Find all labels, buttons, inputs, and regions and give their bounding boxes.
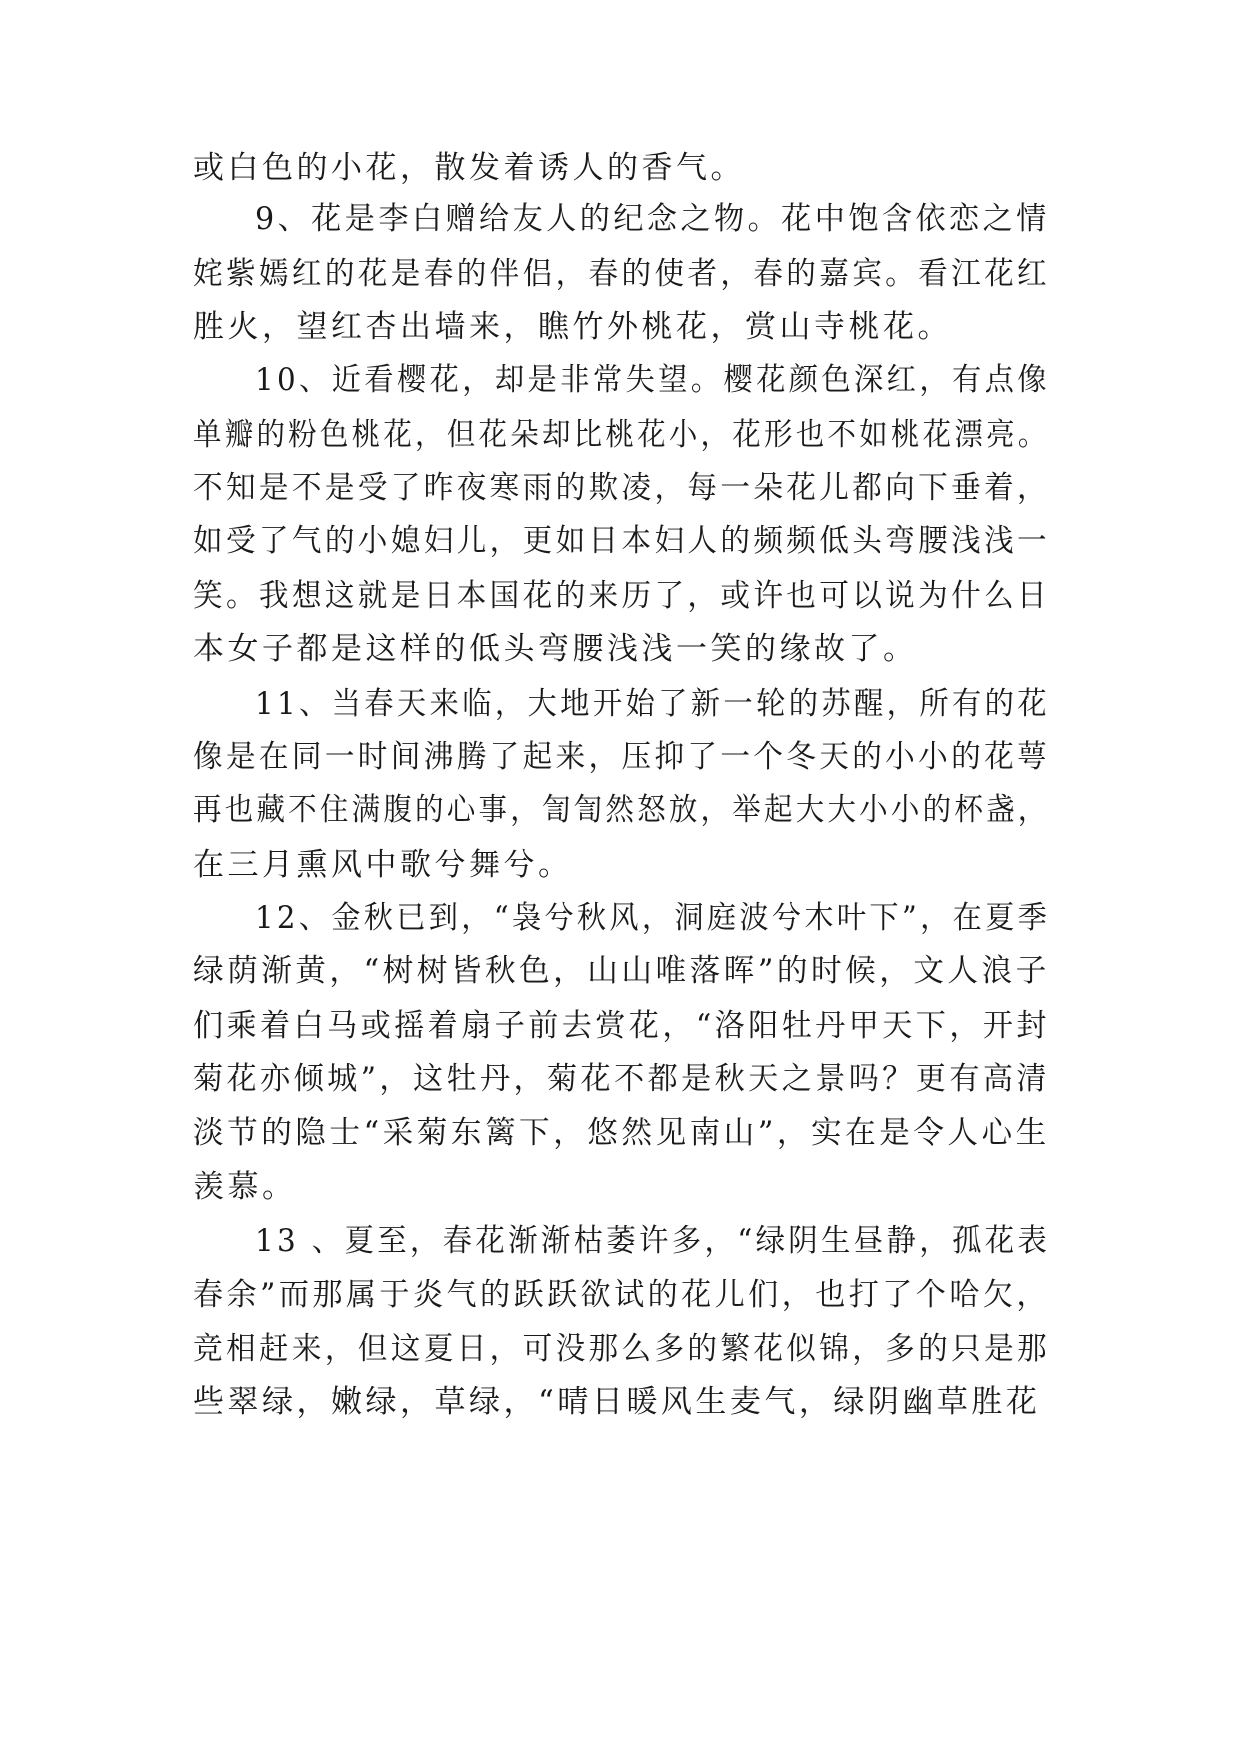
text-line: 姹紫嫣红的花是春的伴侣，春的使者，春的嘉宾。看江花红	[193, 256, 1050, 292]
text-line: 13 、夏至，春花渐渐枯萎许多，“绿阴生昼静，孤花表	[255, 1223, 1051, 1259]
text-line: 羡慕。	[193, 1169, 297, 1205]
text-line: 菊花亦倾城”，这牡丹，菊花不都是秋天之景吗？更有高清	[193, 1061, 1050, 1097]
text-line: 9、花是李白赠给友人的纪念之物。花中饱含依恋之情	[255, 201, 1050, 237]
text-line: 不知是不是受了昨夜寒雨的欺凌，每一朵花儿都向下垂着，	[193, 470, 1050, 506]
text-line: 淡节的隐士“采菊东篱下，悠然见南山”，实在是令人心生	[193, 1115, 1050, 1151]
text-line: 10、近看樱花，却是非常失望。樱花颜色深红，有点像	[255, 362, 1050, 398]
text-line: 胜火，望红杏出墙来，瞧竹外桃花，赏山寺桃花。	[193, 309, 952, 345]
text-line: 笑。我想这就是日本国花的来历了，或许也可以说为什么日	[193, 578, 1050, 614]
text-line: 本女子都是这样的低头弯腰浅浅一笑的缘故了。	[193, 631, 918, 667]
text-line: 竞相赶来，但这夏日，可没那么多的繁花似锦，多的只是那	[193, 1331, 1050, 1367]
text-line: 像是在同一时间沸腾了起来，压抑了一个冬天的小小的花萼	[193, 739, 1050, 775]
text-line: 们乘着白马或摇着扇子前去赏花，“洛阳牡丹甲天下，开封	[193, 1008, 1050, 1044]
text-line: 再也藏不住满腹的心事，訇訇然怒放，举起大大小小的杯盏，	[193, 792, 1050, 828]
text-line: 或白色的小花，散发着诱人的香气。	[193, 150, 745, 186]
text-line: 些翠绿，嫩绿，草绿，“晴日暖风生麦气，绿阴幽草胜花	[193, 1384, 1041, 1420]
text-line: 12、金秋已到，“袅兮秋风，洞庭波兮木叶下”，在夏季	[255, 900, 1051, 936]
text-line: 春余”而那属于炎气的跃跃欲试的花儿们，也打了个哈欠，	[193, 1277, 1050, 1313]
text-line: 在三月熏风中歌兮舞兮。	[193, 847, 573, 883]
text-line: 单瓣的粉色桃花，但花朵却比桃花小，花形也不如桃花漂亮。	[193, 417, 1050, 453]
text-line: 如受了气的小媳妇儿，更如日本妇人的频频低头弯腰浅浅一	[193, 523, 1050, 559]
text-line: 绿荫渐黄，“树树皆秋色，山山唯落晖”的时候，文人浪子	[193, 953, 1050, 989]
text-line: 11、当春天来临，大地开始了新一轮的苏醒，所有的花	[255, 686, 1050, 722]
